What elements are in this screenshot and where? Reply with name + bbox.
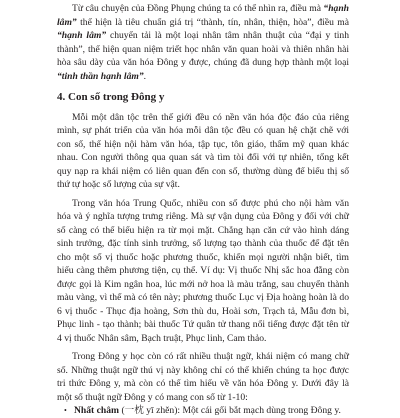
term-hanh-lam-1: “hạnh lâm” <box>57 3 349 28</box>
bullet-icon: • <box>64 406 67 415</box>
paragraph-intro-text-d: . <box>143 70 147 82</box>
paragraph-intro-text-c: chuyển tải là một loại nhân tâm nhân thuật của “đại y tinh thành”, thể hiện quan niệm triết học nhân văn quan hoài và thiên nhân hài hòa sâu dày của văn hóa Đông y được, chúng đã dung hợp thành một loại <box>57 30 349 68</box>
paragraph-chinese-culture: Trong văn hóa Trung Quốc, nhiều con số được phú cho nội hàm văn hóa và ý nghĩa tượng trưng riêng. Mà sự vận dụng của Đông y đối với chữ số càng có thể biểu hiện ra từ mọi mặt. Chẳng hạn căn cứ vào hình dáng sinh trưởng, đặc tính sinh trưởng, số lượng tạo thành của thuốc để đặt tên cho một số vị thuốc hoặc phương thuốc, khiến mọi người nhận biết, tìm hiểu càng thêm phương tiện, cụ thể. Ví dụ: Vị thuốc Nhị sắc hoa đằng còn được gọi là Kim ngân hoa, lúc mới nở hoa là màu trắng, sau chuyển thành màu vàng, vì thế mà có tên này; phương thuốc Lục vị Địa hoàng hoàn là do 6 vị thuốc - Thục địa hoàng, Sơn thù du, Hoài sơn, Trạch tả, Mẫu đơn bì, Phục linh - tạo thành; bài thuốc Tứ quân tử thang nổi tiếng được đặt tên từ 4 vị thuốc Nhân sâm, Bạch truật, Phục linh, Cam thảo. <box>57 197 349 344</box>
list-item <box>64 404 349 418</box>
term-description: : Một cái gối bắt mạch dùng trong Đông y. <box>177 405 341 416</box>
term-chinese: (一枕 yī zhěn) <box>119 405 178 416</box>
term-name: Nhất châm <box>74 405 120 416</box>
section-heading: 4. Con số trong Đông y <box>57 91 165 103</box>
paragraph-intro <box>57 2 349 83</box>
body-text <box>57 2 349 418</box>
paragraph-intro-text-b: thể hiện là tiêu chuẩn giá trị “thành, tín, nhân, thiện, hòa”, điều mà <box>76 16 349 28</box>
paragraph-intro-text-a: Từ câu chuyện của Đồng Phụng chúng ta có thể nhìn ra, điều mà <box>72 3 324 14</box>
term-hanh-lam-2: “hạnh lâm” <box>57 30 107 41</box>
paragraph-numbers-culture: Mỗi một dân tộc trên thế giới đều có nền văn hóa độc đáo của riêng mình, sự phát triển của văn hóa mỗi dân tộc đều có quan hệ chặt chẽ với con số, thể hiện nội hàm văn hóa, tập tục, tôn giáo, thẩm mỹ quan khác nhau. Con người thông qua quan sát và tìm tòi đối với tự nhiên, tổng kết quy nạp ra khái niệm có liên quan đến con số, thường dùng để biểu thị số thứ tự hoặc số lượng của sự vật. <box>57 111 349 190</box>
term-tinh-than-hanh-lam: “tinh thần hạnh lâm” <box>57 70 144 82</box>
paragraph-terms: Trong Đông y học còn có rất nhiều thuật ngữ, khái niệm có mang chữ số. Những thuật ngữ thú vị này không chỉ có thể khiến chúng ta học được tri thức Đông y, mà còn có thể tìm hiểu về văn hóa Đông y. Dưới đây là một số thuật ngữ Đông y có mang con số từ 1-10: <box>57 351 349 403</box>
term-list <box>57 404 349 418</box>
